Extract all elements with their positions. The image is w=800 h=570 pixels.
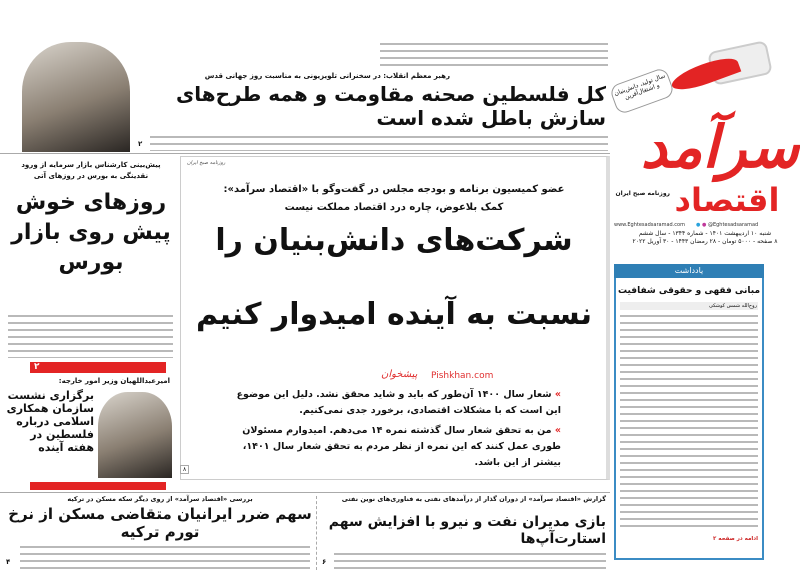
editorial-continued-link[interactable]: ادامه در صفحه ۲ [713,536,758,542]
tagline: روزنامه صبح ایران [615,190,670,197]
top-story-body [150,133,608,151]
minister-headline[interactable]: برگزاری نشست سازمان همکاری اسلامی درباره فلسطین در هفته آینده [6,389,94,454]
instagram-icon: ● [701,222,707,228]
section-bar [30,482,166,490]
oil-headline[interactable]: بازی مدیران نفت و نیرو با افزایش سهم استارت‌آپ‌ها [328,514,606,547]
handle-text: @Eghtesadsaramad [707,222,759,228]
website[interactable]: www.Eghtesadsaramad.com [614,222,685,228]
bullet-icon: » [551,425,561,436]
oil-kicker: گزارش «اقتصاد سرآمد» از دوران گذار از درآمدهای نفتی به فناوری‌های نوین نفتی [341,495,606,503]
divider [0,492,610,493]
logo-sub: اقتصاد [674,181,780,219]
main-story-subhead-2: کمک بلاعوض، چاره درد اقتصاد مملکت نیست [284,202,504,213]
top-story-body-right [380,40,608,70]
bourse-page-ref: ۲ [30,362,166,373]
main-story-subhead-1: عضو کمیسیون برنامه و بودجه مجلس در گفت‌وگو با «اقتصاد سرآمد»: [223,184,565,195]
main-story-bullet-2 [231,423,561,471]
date-lines [610,230,800,246]
oil-page-ref: ۶ [322,558,327,566]
turkey-headline[interactable]: سهم ضرر ایرانیان متقاضی مسکن از نرخ تورم ترکیه [8,505,312,541]
bullet-icon: » [551,389,561,400]
turkey-body [20,543,310,569]
divider [316,496,317,570]
turkey-kicker: بررسی «اقتصاد سرآمد» از روی دیگر سکه مسکن در ترکیه [67,495,253,503]
bourse-kicker: پیش‌بینی کارشناس بازار سرمایه از ورود نقدینگی به بورس در روزهای آتی [21,161,161,180]
editorial-box [614,264,764,560]
main-story-page-ref: ۸ [180,465,189,474]
main-story-headline-2[interactable]: نسبت به آینده امیدوار کنیم [196,297,592,332]
main-story-box [180,156,610,480]
slogan-badge: سال تولید، دانش‌بنیان و اشتغال‌آفرین [609,67,676,116]
bourse-body [8,312,173,358]
leader-photo [22,42,130,152]
minister-photo [98,392,172,478]
minister-kicker: امیرعبداللهیان وزیر امور خارجه: [58,377,170,385]
editorial-section-header: یادداشت [614,264,764,278]
bourse-headline[interactable]: روزهای خوش پیش روی بازار بورس [11,190,171,275]
watermark: Pishkhan.com [431,371,494,381]
logo-swoosh [669,53,742,96]
top-story-headline[interactable]: کل فلسطین صحنه مقاومت و همه طرح‌های سازش باطل شده است [175,82,606,130]
telegram-icon: ● [696,222,701,228]
top-story-page-ref: ۲ [138,140,143,148]
masthead [610,40,800,262]
turkey-page-ref: ۴ [6,558,11,566]
social-handle[interactable] [696,222,796,228]
editorial-body [620,312,758,532]
main-story-label: روزنامه صبح ایران [187,160,226,166]
editorial-title: مبانی فقهی و حقوقی شفافیت [617,286,761,296]
logo: سرآمد [640,113,800,181]
watermark-fa: پیشخوان [381,369,418,380]
date-line-1: شنبه ۱۰ اردیبهشت ۱۴۰۱ - شماره ۱۳۴۴ - سال ششم [638,230,772,237]
bullet-text: شعار سال ۱۴۰۰ آن‌طور که باید و شاید محقق نشد. دلیل این موضوع این است که با مشکلات اقتصادی، برخورد جدی نمی‌کنیم. [236,389,561,416]
top-story-kicker: رهبر معظم انقلاب: در سخنرانی تلویزیونی به مناسبت روز جهانی قدس [204,72,450,80]
main-story-headline-1[interactable]: شرکت‌های دانش‌بنیان را [215,223,573,258]
oil-body [334,550,606,569]
editorial-author: روح‌الله شمس کوشکی [620,302,758,310]
bullet-text: من به تحقق شعار سال گذشته نمره ۱۴ می‌دهم. امیدوارم مسئولان طوری عمل کنند که این نمره از نظر مردم به تحقق شعار سال ۱۴۰۱، بیشتر از این باشد. [242,425,561,468]
date-line-2: ۸ صفحه - ۵۰۰۰ تومان - ۲۸ رمضان ۱۴۴۳ - ۳۰ آوریل ۲۰۲۲ [632,238,778,245]
main-story-bullet-1 [231,387,561,419]
divider [0,153,610,154]
